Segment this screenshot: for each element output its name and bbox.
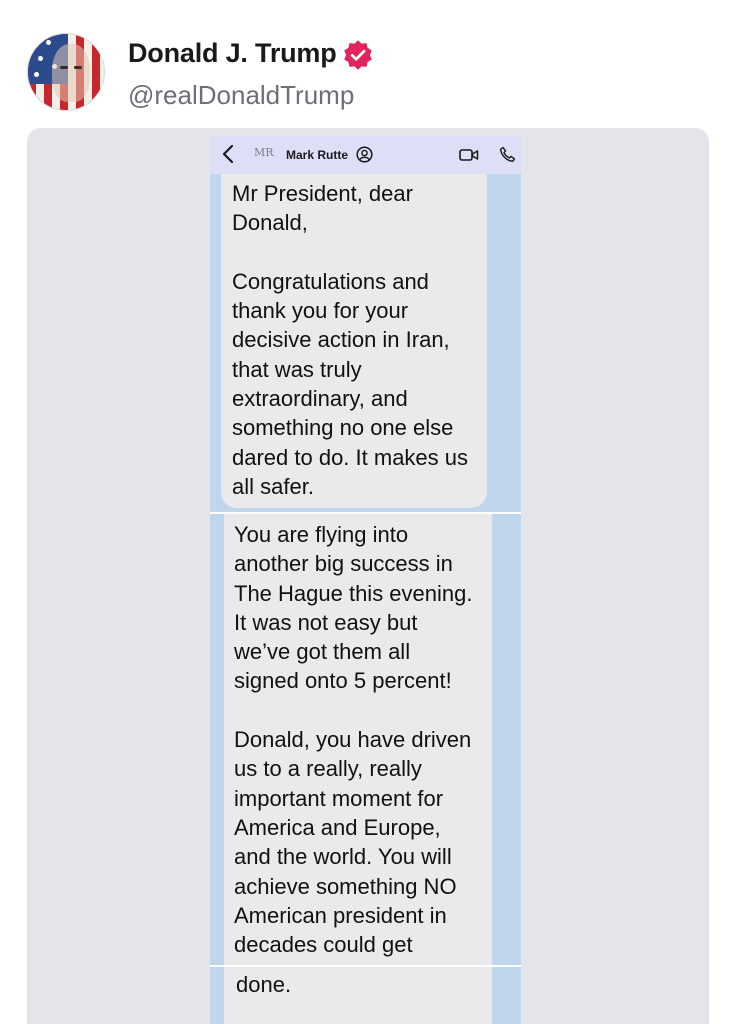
flag-star [38,56,43,61]
contact-initials: MR [254,146,274,159]
phone-call-icon [499,146,516,163]
flag-star [34,42,39,47]
author-name[interactable]: Donald J. Trump [128,38,337,68]
post-header [0,0,736,130]
portrait-eye [60,66,68,69]
contact-name: Mark Rutte [286,148,349,162]
contact-icon [356,146,373,163]
message-bubble [221,174,487,508]
message-text: You are flying into another big success in The Hague this evening. It was not easy but we’ve got them all signed onto 5 percent! Donald, you have driven us to a really, really important moment for America and Europe, and the world. You will achieve something NO American president in decades could get [234,522,473,958]
flag-star [34,72,39,77]
message-bubble [224,514,492,968]
avatar[interactable] [27,33,105,111]
author-handle[interactable]: @realDonaldTrump [128,80,355,110]
message-text: done. [236,972,292,997]
portrait-eye [74,66,82,69]
chat-header [210,136,521,174]
verified-badge-icon [343,40,373,70]
flag-star [46,40,51,45]
message-screenshot [210,136,521,1024]
chevron-left-icon [221,144,235,164]
message-text: Mr President, dear Donald, Congratulations and thank you for your decisive action in Iran, that was truly extraordinary, and something no one else dared to do. It makes us all safer. [232,181,469,499]
screenshot-divider [210,965,521,967]
video-call-icon [459,148,479,162]
portrait-face [52,44,90,102]
message-bubble [224,968,492,1024]
